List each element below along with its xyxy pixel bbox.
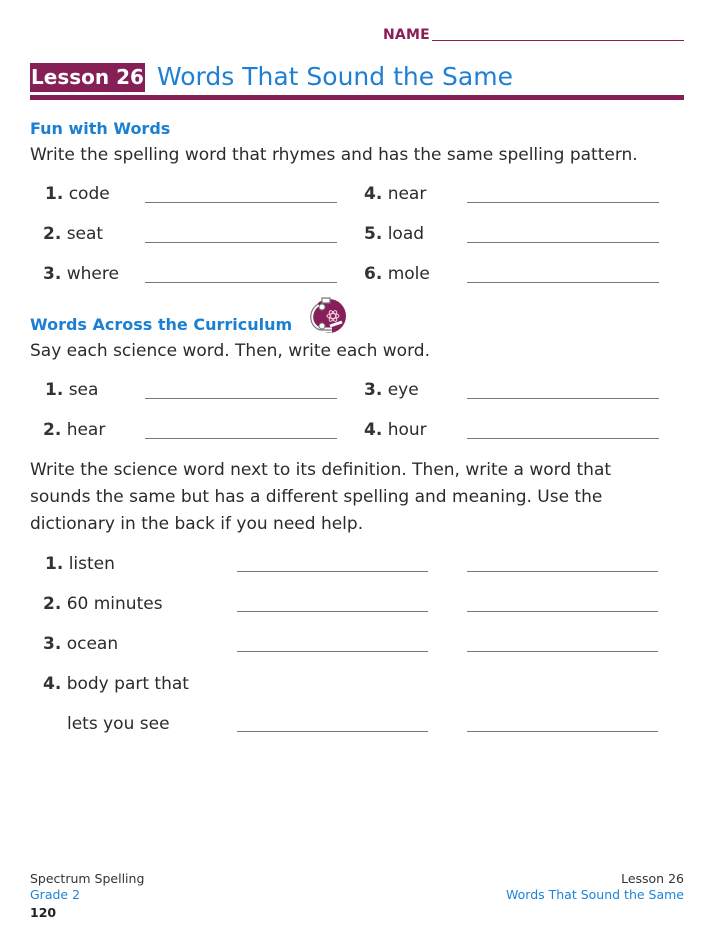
definitions-instruction-line-1: Write the science word next to its definition. Then, write a word that <box>30 460 612 480</box>
definitions-instruction-line-3: dictionary in the back if you need help. <box>30 514 364 534</box>
answer-line[interactable] <box>145 242 337 243</box>
footer-lesson: Lesson 26 <box>621 871 684 886</box>
lesson-title: Words That Sound the Same <box>157 62 513 91</box>
answer-line[interactable] <box>145 282 337 283</box>
answer-line[interactable] <box>145 202 337 203</box>
name-label: NAME <box>383 27 430 43</box>
answer-line[interactable] <box>467 242 659 243</box>
list-item: 1. code <box>45 184 110 204</box>
list-item: 4. near <box>364 184 427 204</box>
list-item: 3. where <box>43 264 119 284</box>
definition-item-continued: lets you see <box>67 714 170 734</box>
lesson-badge: Lesson 26 <box>30 63 145 92</box>
answer-line[interactable] <box>467 398 659 399</box>
answer-line[interactable] <box>467 202 659 203</box>
title-divider <box>30 95 684 100</box>
words-across-heading: Words Across the Curriculum <box>30 315 293 334</box>
list-item: 3. eye <box>364 380 419 400</box>
science-word-line[interactable] <box>237 571 428 572</box>
science-word-line[interactable] <box>237 731 428 732</box>
science-word-line[interactable] <box>237 611 428 612</box>
definition-item: 2. 60 minutes <box>43 594 163 614</box>
words-across-instruction: Say each science word. Then, write each word. <box>30 341 430 361</box>
page-number: 120 <box>30 905 57 920</box>
homophone-line[interactable] <box>467 571 658 572</box>
answer-line[interactable] <box>145 398 337 399</box>
homophone-line[interactable] <box>467 651 658 652</box>
list-item: 5. load <box>364 224 425 244</box>
definition-item: 4. body part that <box>43 674 189 694</box>
fun-with-words-instruction: Write the spelling word that rhymes and has the same spelling pattern. <box>30 145 638 165</box>
answer-line[interactable] <box>467 282 659 283</box>
list-item: 2. seat <box>43 224 104 244</box>
answer-line[interactable] <box>467 438 659 439</box>
science-word-line[interactable] <box>237 651 428 652</box>
name-input-line[interactable] <box>432 40 684 41</box>
fun-with-words-heading: Fun with Words <box>30 119 171 138</box>
answer-line[interactable] <box>145 438 337 439</box>
homophone-line[interactable] <box>467 611 658 612</box>
definition-item: 3. ocean <box>43 634 119 654</box>
definition-item: 1. listen <box>45 554 115 574</box>
list-item: 4. hour <box>364 420 427 440</box>
definitions-instruction-line-2: sounds the same but has a different spelling and meaning. Use the <box>30 487 603 507</box>
footer-lesson-title: Words That Sound the Same <box>506 887 684 902</box>
list-item: 6. mole <box>364 264 430 284</box>
list-item: 1. sea <box>45 380 99 400</box>
microscope-science-icon <box>302 290 350 338</box>
footer-grade: Grade 2 <box>30 887 81 902</box>
list-item: 2. hear <box>43 420 106 440</box>
homophone-line[interactable] <box>467 731 658 732</box>
footer-book-title: Spectrum Spelling <box>30 871 145 886</box>
